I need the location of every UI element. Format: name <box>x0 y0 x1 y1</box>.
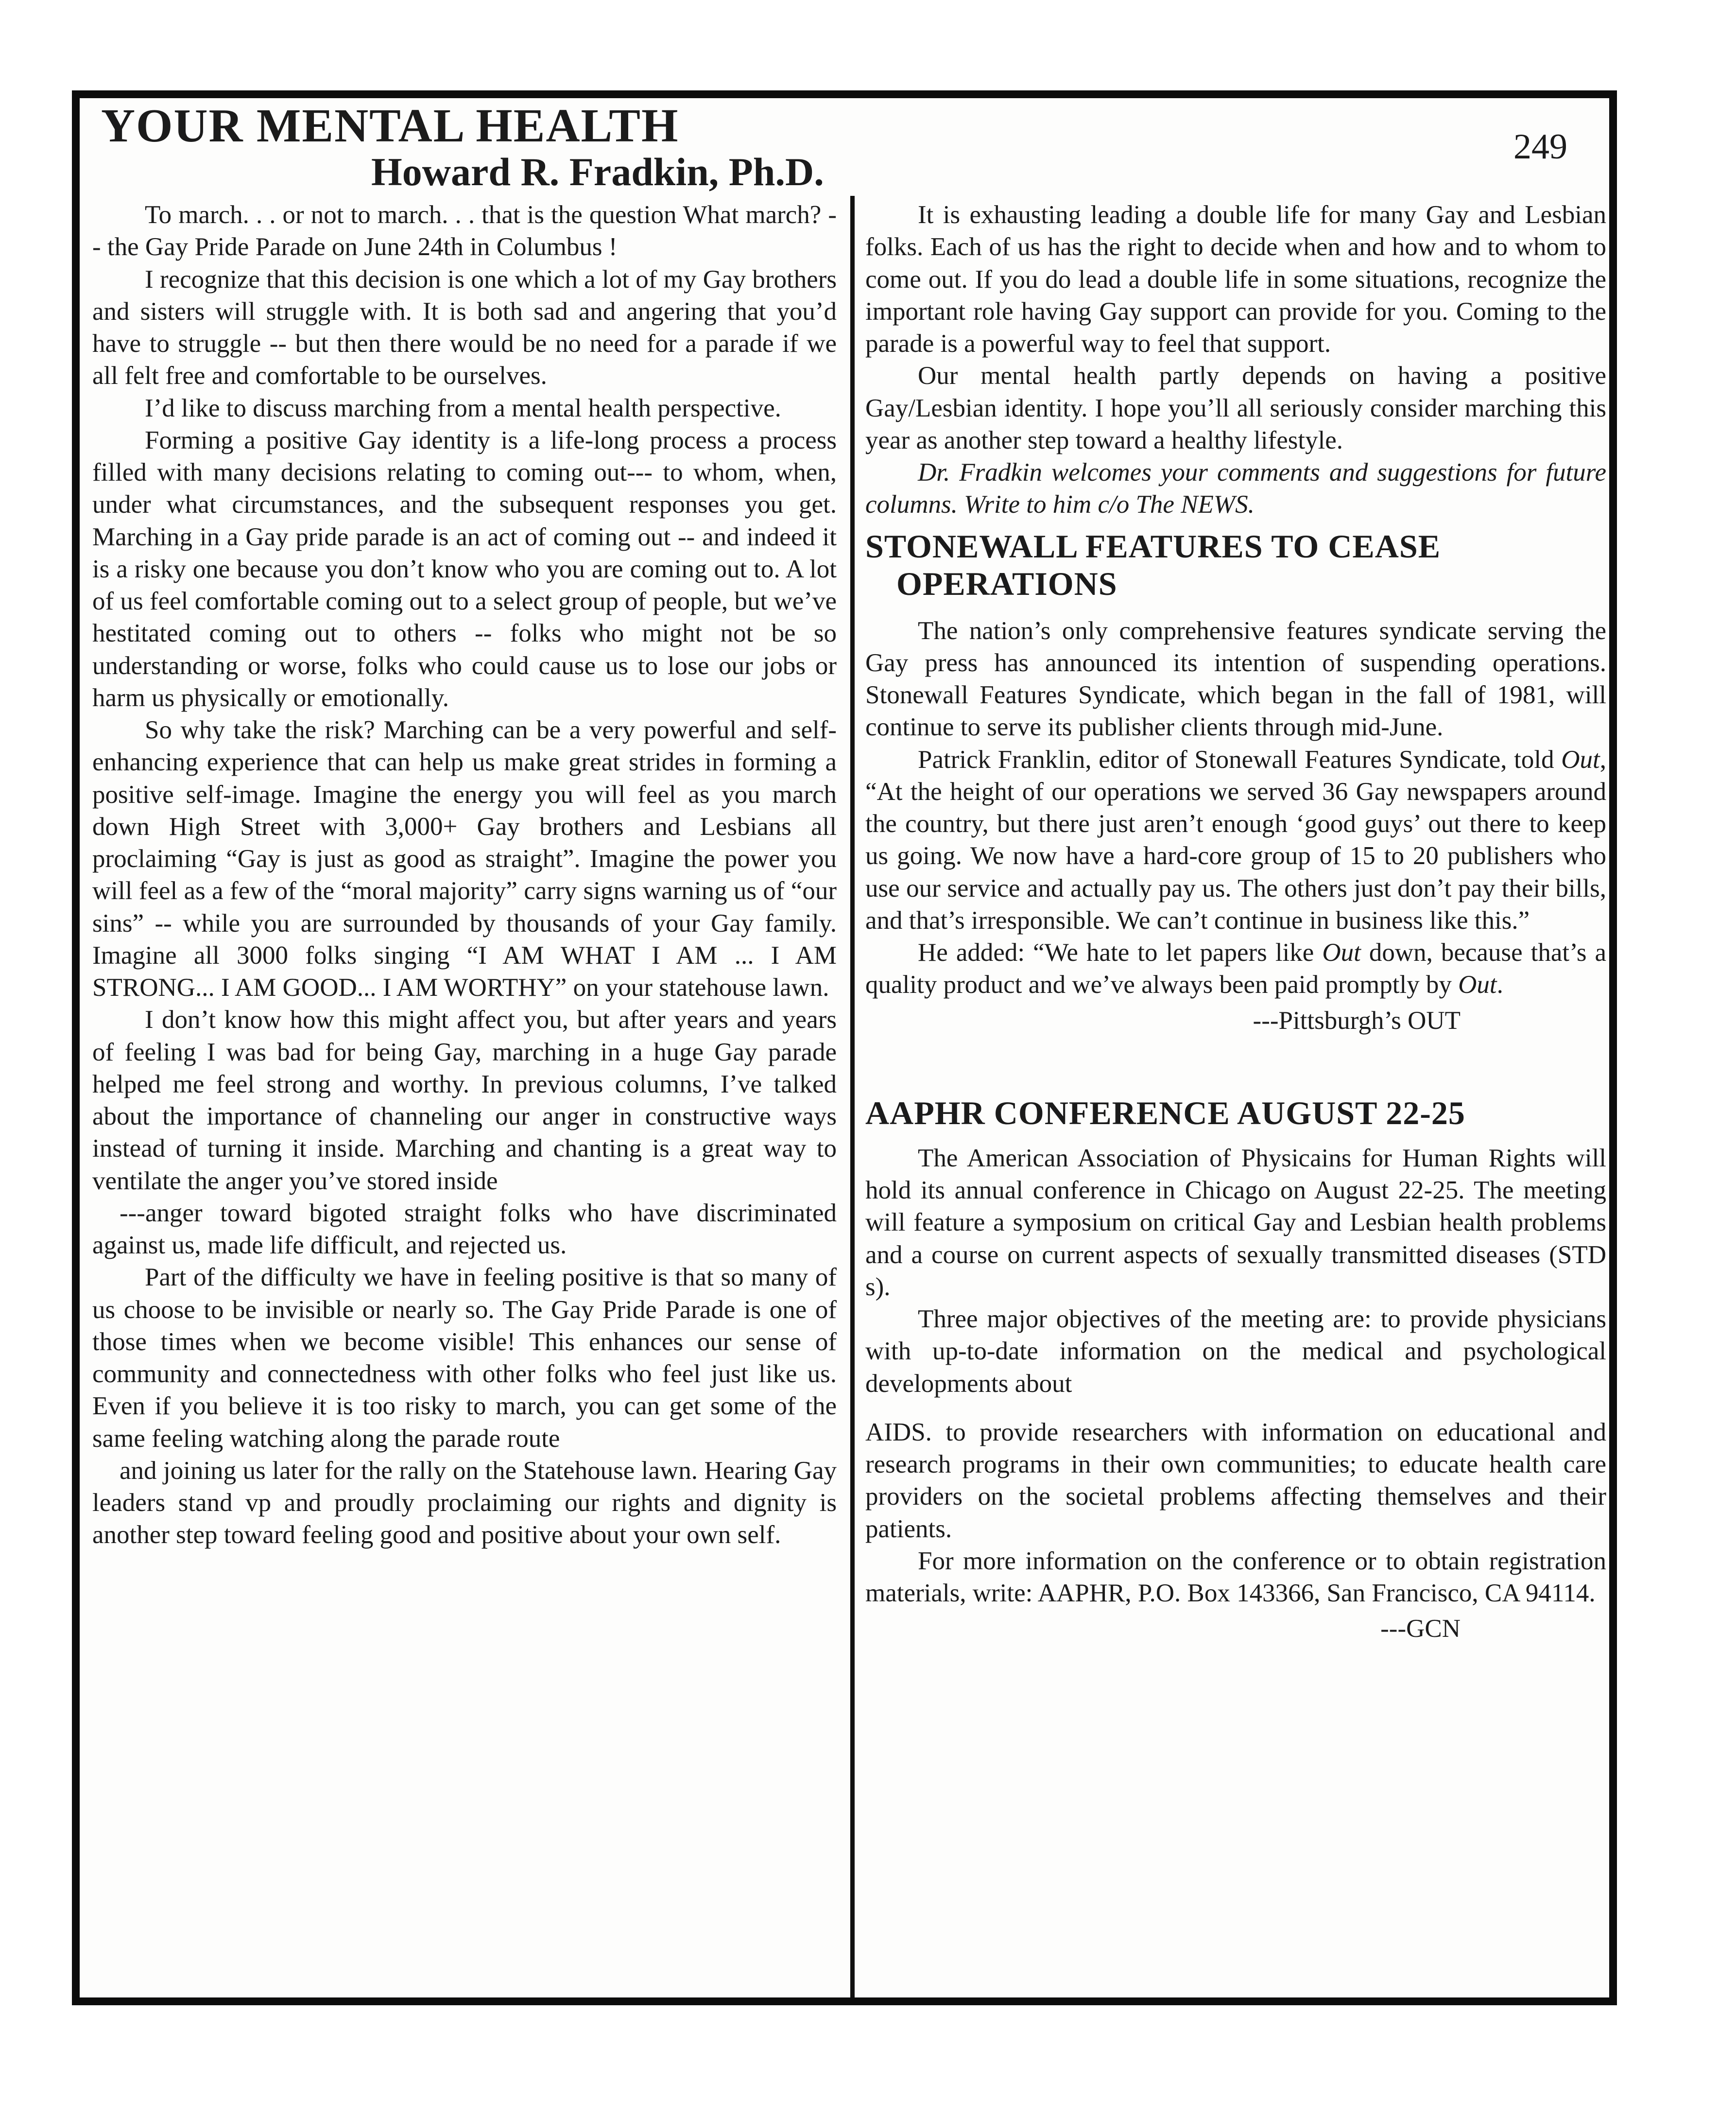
aaphr-paragraph: For more information on the conference or to obtain registration materials, write: AAPHR, P.O. Box 143366, San Francisco, CA 94114. <box>865 1546 1606 1608</box>
article-paragraph: I recognize that this decision is one which a lot of my Gay brothers and sisters will struggle with. It is both sad and angering that you’d have to struggle -- but then there would be no need for a parade if we all felt free and comfortable to be ourselves. <box>92 265 837 390</box>
page-number: 249 <box>1513 127 1567 167</box>
section-heading-aaphr: AAPHR CONFERENCE AUGUST 22-25 <box>865 1094 1465 1132</box>
two-column-layout <box>80 196 1609 1997</box>
section-heading-stonewall: STONEWALL FEATURES TO CEASE OPERATIONS <box>865 527 1441 603</box>
masthead <box>80 98 1609 196</box>
article-paragraph: So why take the risk? Marching can be a very powerful and self-enhancing experience that can help us make great strides in forming a positive self-image. Imagine the energy you will feel as you march down High Street with 3,000+ Gay brothers and Lesbians all proclaiming “Gay is just as good as straight”. Imagine the power you will feel as a few of the “moral majority” carry signs warning us of “our sins” -- while you are surrounded by thousands of your Gay family. Imagine all 3000 folks singing “I AM WHAT I AM ... I AM STRONG... I AM GOOD... I AM WORTHY” on your statehouse lawn. <box>92 716 837 1002</box>
scanned-newsletter-page <box>72 90 1617 2005</box>
stonewall-paragraph: Patrick Franklin, editor of Stonewall Features Syndicate, told Out, “At the height of our operations we served 36 Gay newspapers around the country, but there just aren’t enough ‘good guys’ out there to keep us going. We now have a hard-core group of 15 to 20 publishers who use our service and actually pay us. The others just don’t pay their bills, and that’s irresponsible. We can’t continue in business like this.” <box>865 745 1606 935</box>
article-paragraph: and joining us later for the rally on the Statehouse lawn. Hearing Gay leaders stand vp and proudly proclaiming our rights and dignity is another step toward feeling good and positive about your own self. <box>92 1456 837 1549</box>
article-paragraph: It is exhausting leading a double life for many Gay and Lesbian folks. Each of us has the right to decide when and how and to whom to come out. If you do lead a double life in some situations, recognize the important role having Gay support can provide for you. Coming to the parade is a powerful way to feel that support. <box>865 201 1606 358</box>
aaphr-paragraph: The American Association of Physicains for Human Rights will hold its annual conference in Chicago on August 22-25. The meeting will feature a symposium on critical Gay and Lesbian health problems and a course on current aspects of sexually transmitted diseases (STD s). <box>865 1144 1606 1301</box>
article-paragraph: I don’t know how this might affect you, but after years and years of feeling I was bad for being Gay, marching in a huge Gay parade helped me feel strong and worthy. In previous columns, I’ve talked about the importance of channeling our anger in constructive ways instead of turning it inside. Marching and chanting is a great way to ventilate the anger you’ve stored inside <box>92 1006 837 1195</box>
attribution-pittsburgh-out: ---Pittsburgh’s OUT <box>1253 1006 1461 1035</box>
article-paragraph: To march. . . or not to march. . . that is the question What march? -- the Gay Pride Parade on June 24th in Columbus ! <box>92 201 837 261</box>
column-title: YOUR MENTAL HEALTH <box>101 100 679 152</box>
attribution-gcn: ---GCN <box>1380 1615 1461 1643</box>
article-paragraph: ---anger toward bigoted straight folks who have discriminated against us, made life difficult, and rejected us. <box>92 1198 837 1260</box>
stonewall-paragraph: He added: “We hate to let papers like Out down, because that’s a quality product and we’ve always been paid promptly by Out. <box>865 938 1606 999</box>
stonewall-paragraph: The nation’s only comprehensive features syndicate serving the Gay press has announced its intention of suspending operations. Stonewall Features Syndicate, which began in the fall of 1981, will continue to serve its publisher clients through mid-June. <box>865 616 1606 742</box>
byline: Howard R. Fradkin, Ph.D. <box>371 149 824 194</box>
article-paragraph: Forming a positive Gay identity is a life-long process a process filled with many decisions relating to coming out--- to whom, when, under what circumstances, and the subsequent responses you get. Marching in a Gay pride parade is an act of coming out -- and indeed it is a risky one because you don’t know who you are coming out to. A lot of us feel comfortable coming out to a select group of people, but we’ve hestitated coming out to others -- folks who might not be so understanding or worse, folks who could cause us to lose our jobs or harm us physically or emotionally. <box>92 426 837 712</box>
left-column <box>80 196 850 1997</box>
editor-note: Dr. Fradkin welcomes your comments and suggestions for future columns. Write to him c/o The NEWS. <box>865 458 1606 519</box>
aaphr-paragraph: AIDS. to provide researchers with information on educational and research programs in their own communities; to educate health care providers on the societal problems affecting themselves and their patients. <box>865 1418 1606 1543</box>
article-paragraph: I’d like to discuss marching from a mental health perspective. <box>145 394 781 422</box>
aaphr-paragraph: Three major objectives of the meeting are: to provide physicians with up-to-date information on the medical and psychological developments about <box>865 1305 1606 1398</box>
article-paragraph: Our mental health partly depends on having a positive Gay/Lesbian identity. I hope you’ll all seriously consider marching this year as another step toward a healthy lifestyle. <box>865 362 1606 454</box>
article-paragraph: Part of the difficulty we have in feeling positive is that so many of us choose to be invisible or nearly so. The Gay Pride Parade is one of those times when we become visible! This enhances our sense of community and connectedness with other folks who feel just like us. Even if you believe it is too risky to march, you can get some of the same feeling watching along the parade route <box>92 1263 837 1453</box>
right-column <box>850 196 1609 1997</box>
